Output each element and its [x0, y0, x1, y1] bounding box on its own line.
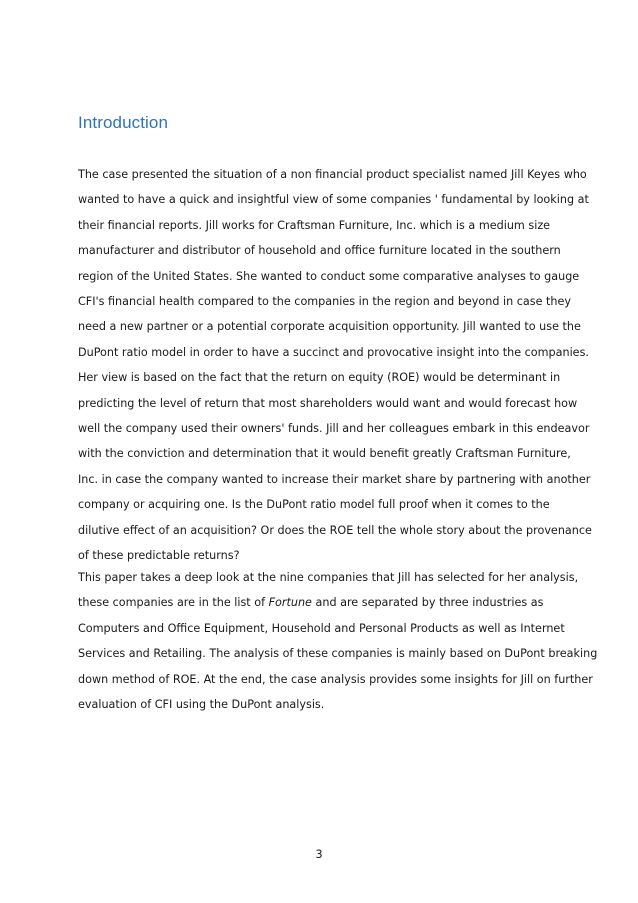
paragraph-line: The case presented the situation of a non financial product specialist named Jill Keyes who — [78, 168, 587, 181]
paragraph-line: DuPont ratio model in order to have a succinct and provocative insight into the companies. — [78, 345, 589, 359]
paragraph-line: down method of ROE. At the end, the case analysis provides some insights for Jill on further — [78, 672, 593, 686]
line-text: these companies are in the list of — [78, 596, 269, 610]
paragraph-line: evaluation of CFI using the DuPont analysis. — [78, 698, 325, 712]
paragraph-line: of these predictable returns? — [78, 549, 240, 563]
line-text: and are separated by three industries as — [311, 596, 544, 610]
paragraph-line: Computers and Office Equipment, Household and Personal Products as well as Internet — [78, 621, 565, 635]
paragraph-line: Her view is based on the fact that the return on equity (ROE) would be determinant in — [78, 371, 561, 385]
introduction-paragraph-1 — [78, 162, 592, 569]
paragraph-line: manufacturer and distributor of household and office furniture located in the southern — [78, 244, 561, 258]
paragraph-line: with the conviction and determination that it would benefit greatly Craftsman Furniture, — [78, 447, 571, 461]
paragraph-line — [78, 590, 566, 615]
paragraph-line: CFI's financial health compared to the companies in the region and beyond in case they — [78, 295, 572, 309]
paragraph-line: need a new partner or a potential corporate acquisition opportunity. Jill wanted to use the — [78, 320, 581, 334]
paragraph-line: wanted to have a quick and insightful view of some companies ' fundamental by looking at — [78, 193, 589, 207]
introduction-paragraph-2 — [78, 565, 598, 717]
paragraph-line: predicting the level of return that most shareholders would want and would forecast how — [78, 396, 578, 410]
section-heading-introduction: Introduction — [78, 113, 169, 132]
paragraph-line: region of the United States. She wanted to conduct some comparative analyses to gauge — [78, 269, 580, 283]
paragraph-line: dilutive effect of an acquisition? Or does the ROE tell the whole story about the provenance — [78, 523, 592, 537]
fortune-italic-term: Fortune — [268, 596, 312, 610]
paragraph-line: well the company used their owners' funds. Jill and her colleagues embark in this endeavor — [78, 422, 590, 436]
paragraph-line: This paper takes a deep look at the nine companies that Jill has selected for her analysis, — [78, 571, 579, 584]
paragraph-line: company or acquiring one. Is the DuPont ratio model full proof when it comes to the — [78, 498, 550, 512]
paragraph-line: Services and Retailing. The analysis of these companies is mainly based on DuPont breaking — [78, 647, 598, 661]
paragraph-line: Inc. in case the company wanted to increase their market share by partnering with another — [78, 472, 591, 486]
page-number: 3 — [315, 848, 323, 861]
paragraph-line: their financial reports. Jill works for Craftsman Furniture, Inc. which is a medium size — [78, 218, 551, 232]
